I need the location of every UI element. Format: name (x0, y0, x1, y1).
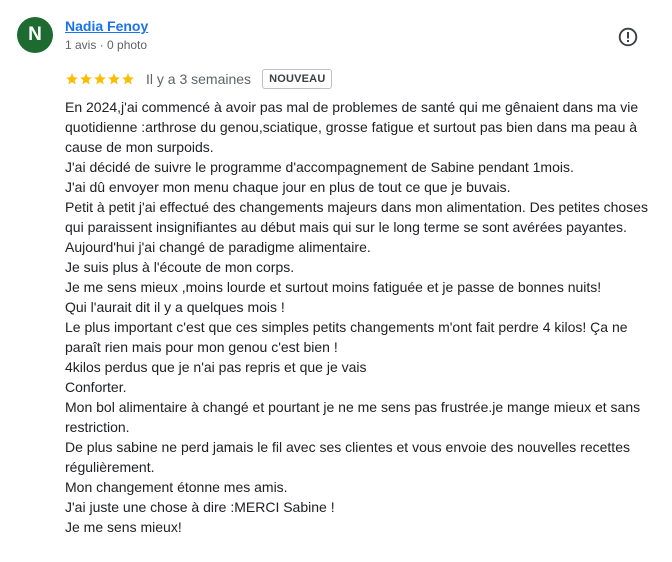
report-icon[interactable] (618, 27, 638, 47)
star-icon (93, 72, 107, 86)
review-text: En 2024,j'ai commencé à avoir pas mal de problemes de santé qui me gênaient dans ma vie quotidienne :arthrose du genou,sciatique, grosse fatigue et surtout pas bien dans ma peau à cause de mon surpoids. J'ai décidé de suivre le programme d'accompagnement de Sabine pendant 1mois. J'ai dû envoyer mon menu chaque jour en plus de tout ce que je buvais. Petit à petit j'ai effectué des changements majeurs dans mon alimentation. Des petites choses qui paraissent insignifiantes au début mais qui sur le long terme se sont avérées payantes. Aujourd'hui j'ai changé de paradigme alimentaire. Je suis plus à l'écoute de mon corps. Je me sens mieux ,moins lourde et surtout moins fatiguée et je passe de bonnes nuits! Qui l'aurait dit il y a quelques mois ! Le plus important c'est que ces simples petits changements m'ont fait perdre 4 kilos! Ça ne paraît rien mais pour mon genou c'est bien ! 4kilos perdus que je n'ai pas repris et que je vais Conforter. Mon bol alimentaire à changé et pourtant je ne me sens pas frustrée.je mange mieux et sans restriction. De plus sabine ne perd jamais le fil avec ses clientes et vous envoie des nouvelles recettes régulièrement. Mon changement étonne mes amis. J'ai juste une chose à dire :MERCI Sabine ! Je me sens mieux! (65, 99, 648, 535)
star-rating (65, 72, 135, 86)
reviewer-meta: 1 avis · 0 photo (65, 38, 148, 52)
reviewer-name-link[interactable]: Nadia Fenoy (65, 18, 149, 34)
review-time: Il y a 3 semaines (146, 71, 252, 87)
star-icon (65, 72, 79, 86)
avatar[interactable] (17, 17, 53, 53)
rating-row (65, 67, 332, 91)
star-icon (121, 72, 135, 86)
report-icon-graphic (618, 27, 638, 47)
avatar-initial: N (28, 24, 42, 45)
star-icon (107, 72, 121, 86)
star-icon (79, 72, 93, 86)
new-badge: NOUVEAU (262, 69, 332, 89)
